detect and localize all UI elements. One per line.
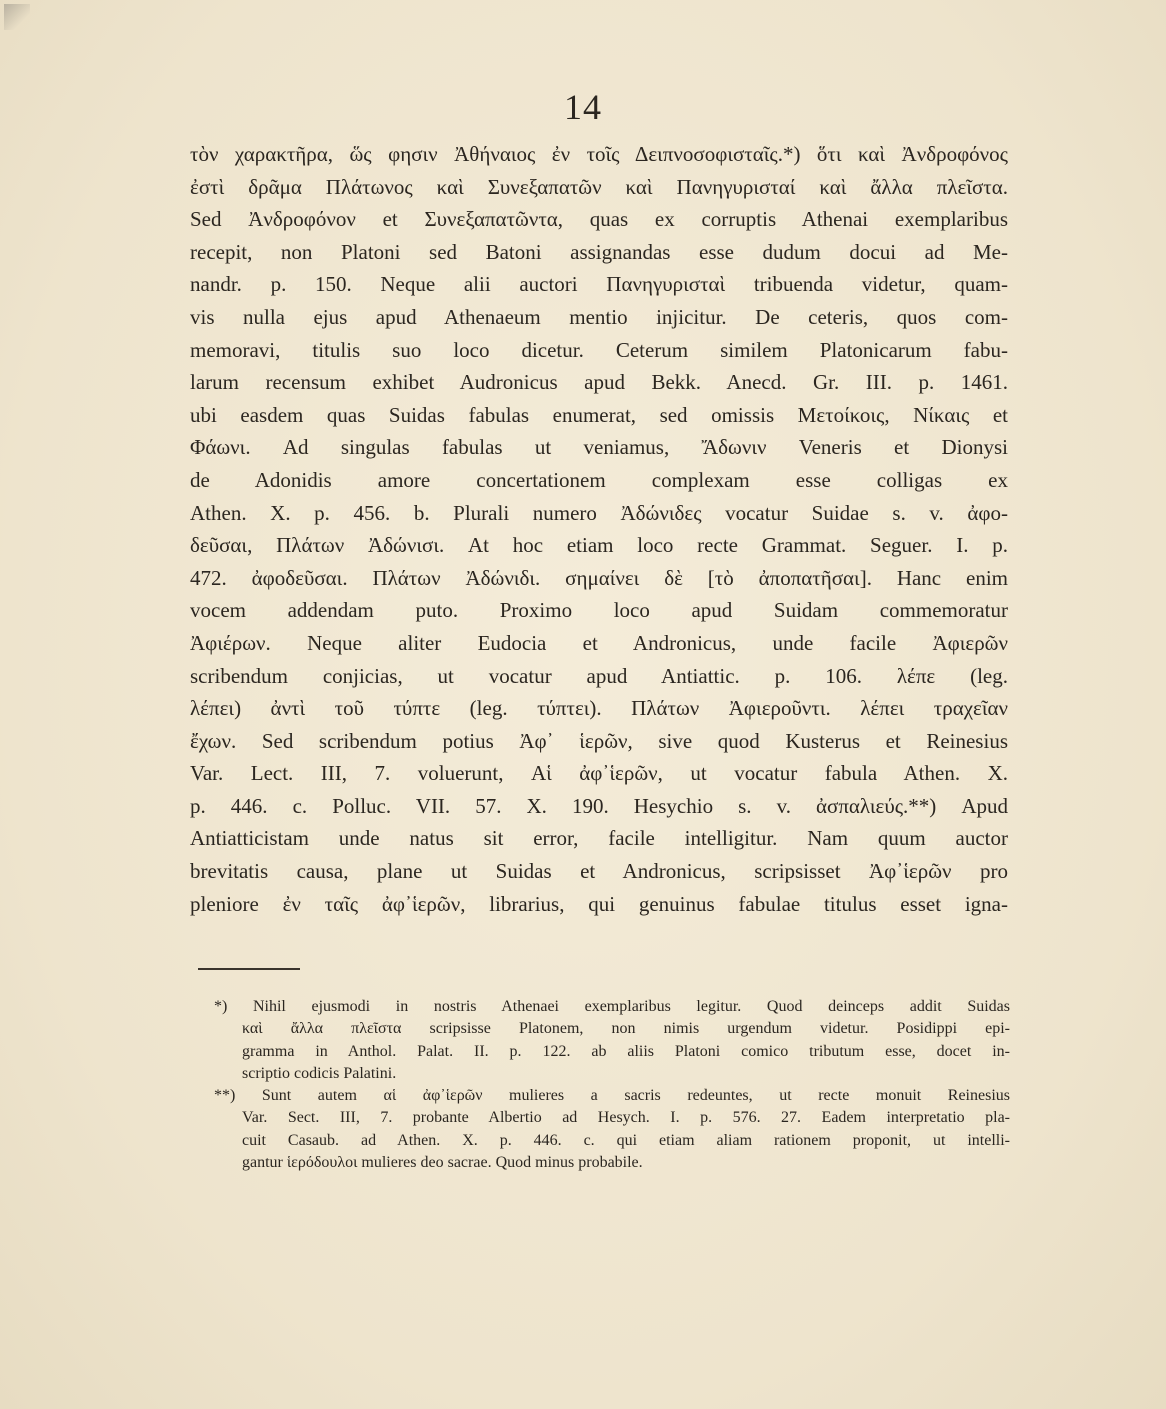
footnote-line: cuit Casaub. ad Athen. X. p. 446. c. qui etiam aliam rationem proponit, ut intelli- <box>242 1131 1010 1149</box>
text-line: scribendum conjicias, ut vocatur apud Antiattic. p. 106. λέπε (leg. <box>190 663 1008 688</box>
text-line: nandr. p. 150. Neque alii auctori Πανηγυρισταὶ tribuenda videtur, quam- <box>190 272 1008 297</box>
text-line: p. 446. c. Polluc. VII. 57. X. 190. Hesychio s. v. ἀσπαλιεύς.**) Apud <box>190 793 1008 818</box>
text-line: Φάωνι. Ad singulas fabulas ut veniamus, Ἄδωνιν Veneris et Dionysi <box>190 435 1008 460</box>
text-line: brevitatis causa, plane ut Suidas et Andronicus, scripsisset Ἀφ᾽ἱερῶν pro <box>190 859 1008 884</box>
footnote-line: καὶ ἄλλα πλεῖστα scripsisse Platonem, non nimis urgendum videtur. Posidippi epi- <box>242 1020 1010 1038</box>
text-line: δεῦσαι, Πλάτων Ἀδώνισι. At hoc etiam loco recte Grammat. Seguer. I. p. <box>190 533 1008 558</box>
footnote-line: **) Sunt autem αἱ ἀφ᾽ἱερῶν mulieres a sacris redeuntes, ut recte monuit Reinesius <box>214 1087 1010 1105</box>
text-line: recepit, non Platoni sed Batoni assignandas esse dudum docui ad Me- <box>190 239 1008 264</box>
text-line: ἐστὶ δρᾶμα Πλάτωνος καὶ Συνεξαπατῶν καὶ Πανηγυρισταί καὶ ἄλλα πλεῖστα. <box>190 174 1008 199</box>
text-line: memoravi, titulis suo loco dicetur. Ceterum similem Platonicarum fabu- <box>190 337 1008 362</box>
page-number: 14 <box>564 87 602 127</box>
text-line: Sed Ἀνδροφόνον et Συνεξαπατῶντα, quas ex corruptis Athenai exemplaribus <box>190 207 1008 232</box>
main-text-body <box>190 138 1008 920</box>
scan-corner-mark <box>4 4 30 30</box>
text-line: Ἀφιέρων. Neque aliter Eudocia et Andronicus, unde facile Ἀφιερῶν <box>190 630 1008 655</box>
text-line: Athen. X. p. 456. b. Plurali numero Ἀδώνιδες vocatur Suidae s. v. ἀφο- <box>190 500 1008 525</box>
footnote-line: scriptio codicis Palatini. <box>242 1064 397 1082</box>
text-line: pleniore ἐν ταῖς ἀφ᾽ἱερῶν, librarius, qui genuinus fabulae titulus esset igna- <box>190 891 1008 916</box>
footnote-line: *) Nihil ejusmodi in nostris Athenaei exemplaribus legitur. Quod deinceps addit Suidas <box>214 998 1010 1015</box>
text-line: de Adonidis amore concertationem complexam esse colligas ex <box>190 467 1008 492</box>
text-line: τὸν χαρακτῆρα, ὥς φησιν Ἀθήναιος ἐν τοῖς Δειπνοσοφισταῖς.*) ὅτι καὶ Ἀνδροφόνος <box>190 142 1008 166</box>
footnote-line: gramma in Anthol. Palat. II. p. 122. ab aliis Platoni comico tributum esse, docet in- <box>242 1042 1010 1060</box>
text-line: Antiatticistam unde natus sit error, facile intelligitur. Nam quum auctor <box>190 826 1008 851</box>
text-line: vis nulla ejus apud Athenaeum mentio injicitur. De ceteris, quos com- <box>190 304 1008 329</box>
text-line: vocem addendam puto. Proximo loco apud Suidam commemoratur <box>190 598 1008 623</box>
footnote-line: Var. Sect. III, 7. probante Albertio ad Hesych. I. p. 576. 27. Eadem interpretatio pla- <box>242 1109 1010 1127</box>
text-line: 472. ἀφοδεῦσαι. Πλάτων Ἀδώνιδι. σημαίνει δὲ [τὸ ἀποπατῆσαι]. Hanc enim <box>190 565 1008 590</box>
footnote-line: gantur ἱερόδουλοι mulieres deo sacrae. Quod minus probabile. <box>242 1154 643 1172</box>
text-line: Var. Lect. III, 7. voluerunt, Αἱ ἀφ᾽ἱερῶν, ut vocatur fabula Athen. X. <box>190 761 1008 786</box>
text-line: ubi easdem quas Suidas fabulas enumerat, sed omissis Μετοίκοις, Νίκαις et <box>190 402 1008 427</box>
text-line: ἔχων. Sed scribendum potius Ἀφ᾽ ἱερῶν, sive quod Kusterus et Reinesius <box>190 728 1008 753</box>
footnote-divider <box>198 968 300 970</box>
footnotes <box>214 996 1010 1174</box>
text-line: λέπει) ἀντὶ τοῦ τύπτε (leg. τύπτει). Πλάτων Ἀφιεροῦντι. λέπει τραχεῖαν <box>190 696 1008 721</box>
text-line: larum recensum exhibet Audronicus apud Bekk. Anecd. Gr. III. p. 1461. <box>190 370 1008 395</box>
